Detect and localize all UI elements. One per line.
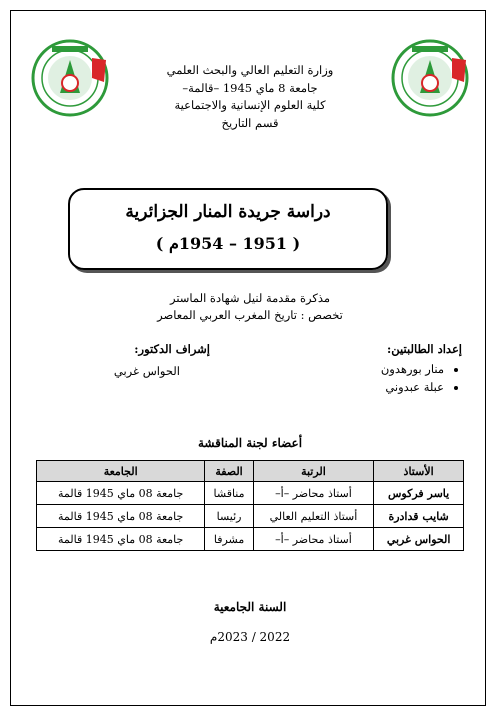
memo-specialty: تخصص : تاريخ المغرب العربي المعاصر xyxy=(157,308,343,322)
table-row xyxy=(37,528,464,551)
thesis-title-box xyxy=(68,188,388,270)
table-header-row xyxy=(37,461,464,482)
academic-year-label: السنة الجامعية xyxy=(213,600,287,614)
student-name: • منار بورهدون xyxy=(302,360,444,378)
table-cell: الحواس غربي xyxy=(374,528,464,551)
column-header: الصفة xyxy=(205,461,253,482)
memo-description xyxy=(100,290,400,324)
department-name: قسم التاريخ xyxy=(221,115,279,130)
table-cell: جامعة 08 ماي 1945 قالمة xyxy=(37,482,205,505)
supervisor-block xyxy=(70,340,210,380)
table-cell: جامعة 08 ماي 1945 قالمة xyxy=(37,505,205,528)
table-cell: أستاذ التعليم العالي xyxy=(253,505,374,528)
jury-table xyxy=(36,460,464,551)
institution-header xyxy=(120,62,380,132)
table-cell: جامعة 08 ماي 1945 قالمة xyxy=(37,528,205,551)
table-cell: مناقشا xyxy=(205,482,253,505)
column-header: الأستاذ xyxy=(374,461,464,482)
students-label: إعداد الطالبتين: xyxy=(387,342,462,356)
table-cell: شايب قدادرة xyxy=(374,505,464,528)
student-name: • عبلة عبدوني xyxy=(302,378,444,396)
table-row xyxy=(37,505,464,528)
faculty-name: كلية العلوم الإنسانية والاجتماعية xyxy=(174,98,326,112)
column-header: الرتبة xyxy=(253,461,374,482)
table-cell: مشرفا xyxy=(205,528,253,551)
supervisor-label: إشراف الدكتور: xyxy=(134,342,210,356)
university-name: جامعة 8 ماي 1945 –قالمة– xyxy=(182,80,318,95)
jury-title: أعضاء لجنة المناقشة xyxy=(197,436,303,450)
memo-degree: مذكرة مقدمة لنيل شهادة الماستر xyxy=(169,291,331,305)
table-row xyxy=(37,482,464,505)
students-list xyxy=(302,360,462,396)
ministry-name: وزارة التعليم العالي والبحث العلمي xyxy=(166,63,334,77)
thesis-title: دراسة جريدة المنار الجزائرية xyxy=(125,202,331,222)
supervisor-name: الحواس غربي xyxy=(113,364,180,378)
university-logo xyxy=(390,38,470,118)
thesis-period: ( 1951 – 1954م ) xyxy=(155,234,301,253)
table-cell: رئيسا xyxy=(205,505,253,528)
table-cell: أستاذ محاضر –أ– xyxy=(253,482,374,505)
table-cell: أستاذ محاضر –أ– xyxy=(253,528,374,551)
students-block xyxy=(302,340,462,396)
academic-year-value: 2022 / 2023م xyxy=(209,630,291,644)
column-header: الجامعة xyxy=(37,461,205,482)
table-cell: ياسر فركوس xyxy=(374,482,464,505)
university-logo xyxy=(30,38,110,118)
